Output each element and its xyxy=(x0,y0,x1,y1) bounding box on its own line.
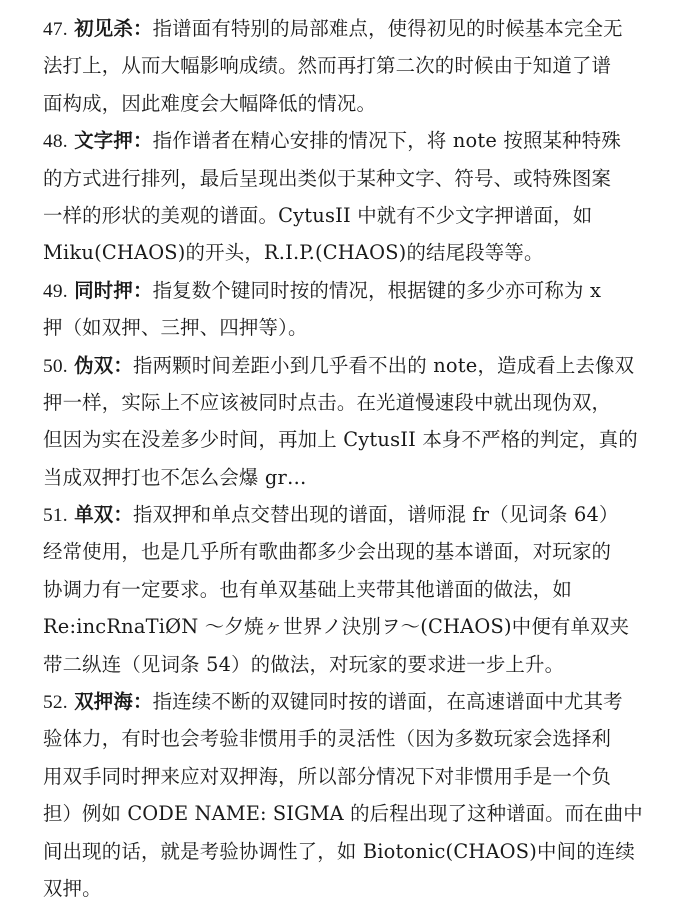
entry-text: 指双押和单点交替出现的谱面，谱师混 fr（见词条 64） xyxy=(133,503,619,527)
glossary-entry-49 xyxy=(43,272,643,347)
entry-number: 50. xyxy=(43,355,68,377)
entry-line xyxy=(43,122,643,159)
entry-text: 指复数个键同时按的情况，根据键的多少亦可称为 x xyxy=(152,278,602,302)
entry-number: 47. xyxy=(43,19,68,40)
entry-text: 指两颗时间差距小到几乎看不出的 note，造成看上去像双 xyxy=(133,353,635,377)
glossary-entry-51 xyxy=(43,496,643,683)
entry-line xyxy=(43,272,643,309)
entry-line xyxy=(43,347,643,384)
entry-number: 51. xyxy=(43,505,68,527)
entry-line: 法打上，从而大幅影响成绩。然而再打第二次的时候由于知道了谱 xyxy=(43,54,612,78)
entry-line: Miku(CHAOS)的开头，R.I.P.(CHAOS)的结尾段等等。 xyxy=(43,241,544,265)
entry-line: 但因为实在没差多少时间，再加上 CytusII 本身不严格的判定，真的 xyxy=(43,428,638,452)
entry-line: 带二纵连（见词条 54）的做法，对玩家的要求进一步上升。 xyxy=(43,652,565,676)
entry-line: 押一样，实际上不应该被同时点击。在光道慢速段中就出现伪双， xyxy=(43,390,612,414)
glossary-entry-52 xyxy=(43,683,643,907)
entry-line: 押（如双押、三押、四押等）。 xyxy=(43,316,308,340)
entry-line: 间出现的话，就是考验协调性了，如 Biotonic(CHAOS)中间的连续 xyxy=(43,839,635,863)
entry-line: 当成双押打也不怎么会爆 gr… xyxy=(43,465,307,489)
entry-line: Re:incRnaTiØN ～夕焼ヶ世界ノ決別ヲ～(CHAOS)中便有单双夹 xyxy=(43,615,630,639)
entry-term: 伪双： xyxy=(74,353,133,377)
entry-line xyxy=(43,496,643,533)
entry-text: 指谱面有特别的局部难点，使得初见的时候基本完全无 xyxy=(152,17,623,40)
entry-term: 双押海： xyxy=(74,690,153,714)
entry-term: 同时押： xyxy=(74,278,153,302)
entry-line: 的方式进行排列，最后呈现出类似于某种文字、符号、或特殊图案 xyxy=(43,166,612,190)
glossary-entry-48 xyxy=(43,122,643,272)
entry-line: 双押。 xyxy=(43,876,102,900)
entry-line: 担）例如 CODE NAME: SIGMA 的后程出现了这种谱面。而在曲中 xyxy=(43,802,643,826)
entry-line xyxy=(43,683,643,720)
entry-term: 单双： xyxy=(74,503,133,527)
entry-number: 52. xyxy=(43,692,68,714)
entry-line: 一样的形状的美观的谱面。CytusII 中就有不少文字押谱面，如 xyxy=(43,203,593,227)
glossary-entry-47 xyxy=(43,10,643,122)
entry-term: 初见杀： xyxy=(74,17,153,40)
entry-line: 协调力有一定要求。也有单双基础上夹带其他谱面的做法，如 xyxy=(43,577,572,601)
glossary-page xyxy=(43,10,643,907)
glossary-entry-50 xyxy=(43,347,643,497)
entry-text: 指作谱者在精心安排的情况下，将 note 按照某种特殊 xyxy=(152,129,621,153)
entry-number: 49. xyxy=(43,280,68,302)
entry-line: 验体力，有时也会考验非惯用手的灵活性（因为多数玩家会选择利 xyxy=(43,727,612,751)
entry-number: 48. xyxy=(43,131,68,153)
entry-line: 用双手同时押来应对双押海，所以部分情况下对非惯用手是一个负 xyxy=(43,764,612,788)
entry-term: 文字押： xyxy=(74,129,153,153)
entry-line xyxy=(43,10,643,47)
entry-line: 经常使用，也是几乎所有歌曲都多少会出现的基本谱面，对玩家的 xyxy=(43,540,612,564)
entry-line: 面构成，因此难度会大幅降低的情况。 xyxy=(43,91,377,115)
entry-text: 指连续不断的双键同时按的谱面，在高速谱面中尤其考 xyxy=(152,690,623,714)
